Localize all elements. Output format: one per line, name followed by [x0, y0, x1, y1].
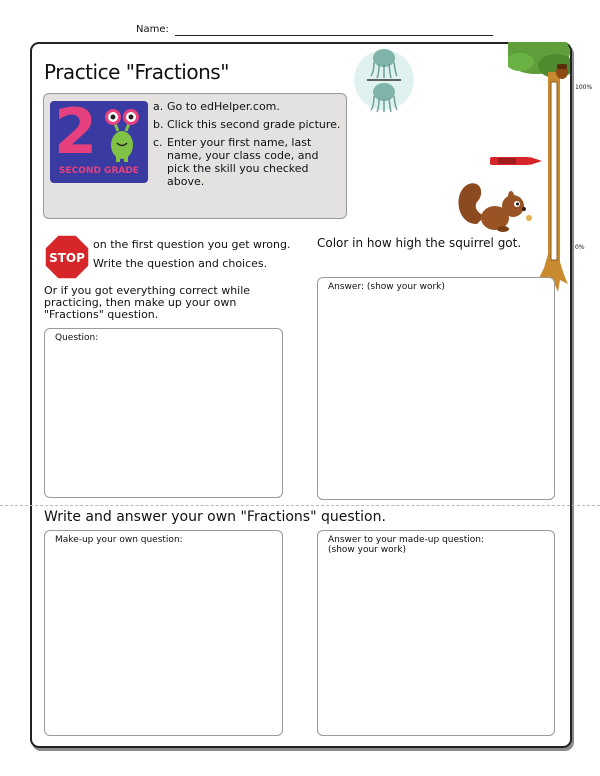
scale-top-label: 100% — [575, 84, 593, 91]
stop-instructions — [93, 235, 315, 273]
answer-box[interactable] — [317, 277, 555, 500]
jellyfish-icon — [353, 42, 415, 118]
step-b: b. Click this second grade picture. — [153, 118, 341, 131]
squirrel-icon — [455, 180, 533, 234]
steps-list — [153, 100, 343, 193]
question-box-label: Question: — [55, 333, 99, 343]
crayon-icon — [490, 155, 542, 167]
stop-sign-text: STOP — [49, 251, 85, 265]
alternate-instructions: Or if you got everything correct while practicing, then make up your own "Fractions" question. — [44, 284, 251, 321]
cut-line — [0, 505, 600, 506]
step-a: a. Go to edHelper.com. — [153, 100, 280, 113]
answer-box-label: Answer: (show your work) — [328, 282, 445, 292]
stop-sign-icon — [44, 234, 90, 280]
grade-label: SECOND GRADE — [59, 166, 139, 176]
name-line[interactable] — [175, 35, 493, 36]
question-box[interactable] — [44, 328, 283, 498]
step-c: c. Enter your first name, last name, your class code, and pick the skill you checked above. — [153, 136, 319, 188]
stop-line-2: Write the question and choices. — [93, 257, 268, 270]
second-grade-link[interactable] — [50, 101, 148, 183]
makeup-question-box[interactable] — [44, 530, 283, 736]
page-title: Practice "Fractions" — [44, 60, 229, 84]
write-heading: Write and answer your own "Fractions" question. — [44, 509, 386, 525]
tree-icon — [508, 42, 570, 300]
scale-bottom-label: 0% — [575, 244, 585, 251]
grade-number: 2 — [54, 101, 98, 168]
stop-line-1: on the first question you get wrong. — [93, 238, 291, 251]
makeup-answer-label: Answer to your made-up question: (show your work) — [328, 535, 484, 555]
makeup-box-label: Make-up your own question: — [55, 535, 183, 545]
alien-icon — [102, 107, 142, 163]
name-label: Name: — [136, 24, 169, 35]
color-instruction: Color in how high the squirrel got. — [317, 236, 522, 250]
makeup-answer-box[interactable] — [317, 530, 555, 736]
